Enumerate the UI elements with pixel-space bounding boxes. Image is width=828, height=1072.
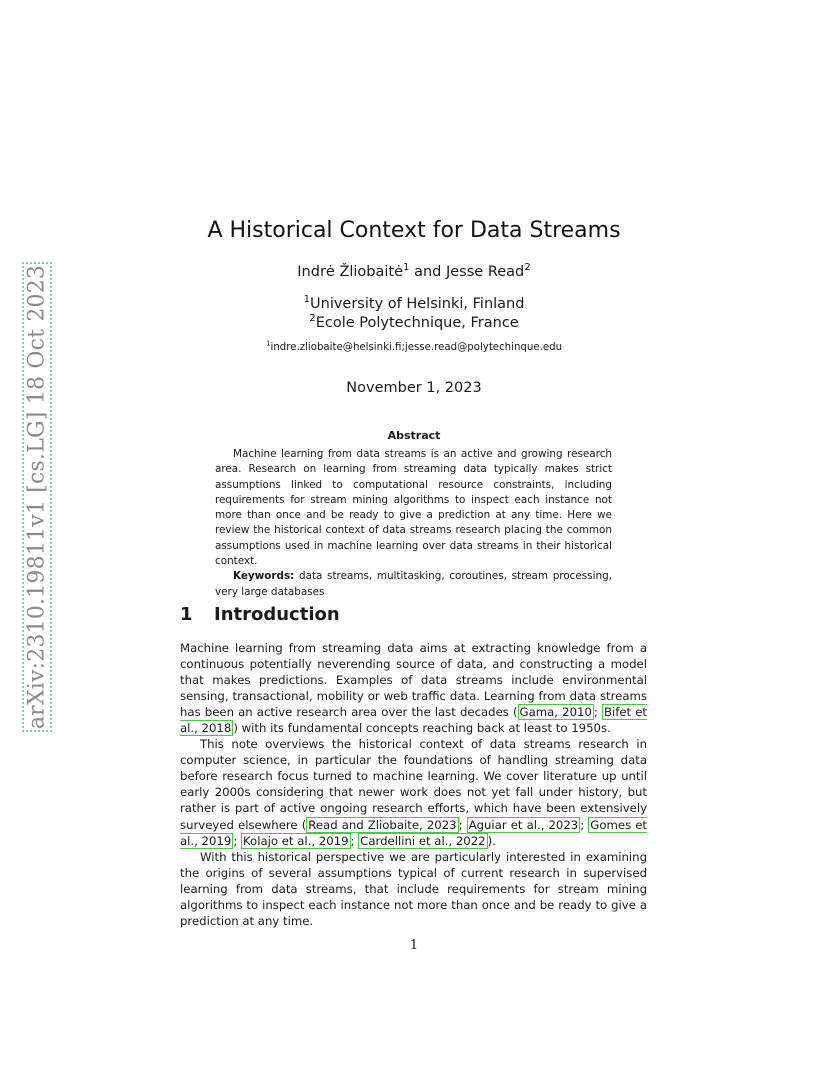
author-name: Indrė Žliobaitė — [297, 264, 404, 280]
affiliation-text: Ecole Polytechnique, France — [315, 315, 519, 331]
affiliation-line — [180, 295, 648, 314]
section-number: 1 — [180, 604, 193, 625]
citation-separator: ; — [350, 833, 359, 848]
abstract-text: Machine learning from data streams is an active and growing research area. Research on learning from streaming data typically makes strict assumptions linked to computational resource constraints, including requirements for stream mining algorithms to inspect each instance not more than once and be ready to give a prediction at any time. Here we review the historical context of data streams research placing the common assumptions used in machine learning over data streams in their historical context. — [215, 448, 612, 568]
abstract-heading: Abstract — [387, 429, 441, 442]
citation-link[interactable]: Gama, 2010 — [519, 705, 592, 720]
paragraph: With this historical perspective we are particularly interested in examining the origins of several assumptions typical of current research in supervised learning from data streams, that include requirements for stream mining algorithms to inspect each instance not more than once and be ready to give a prediction at any time. — [180, 849, 647, 928]
author-name: Jesse Read — [445, 264, 525, 280]
paragraph-text: ) with its fundamental concepts reaching back at least to 1950s. — [233, 721, 611, 736]
paper-title: A Historical Context for Data Streams — [207, 218, 621, 243]
citation-link[interactable]: Cardellini et al., 2022 — [360, 833, 486, 848]
citation-separator: ; — [580, 817, 589, 832]
paragraph-text: ). — [487, 833, 496, 848]
section-heading — [180, 603, 340, 627]
section-title: Introduction — [214, 604, 340, 625]
email-line — [180, 338, 648, 355]
abstract-body — [215, 447, 612, 600]
section-body — [180, 640, 647, 929]
page-number: 1 — [409, 938, 419, 953]
author-line — [180, 262, 648, 282]
citation-link[interactable]: Bifet et al., 2018 — [180, 705, 647, 736]
paragraph — [180, 640, 647, 736]
paper-date: November 1, 2023 — [346, 380, 482, 396]
paragraph-text: This note overviews the historical context of data streams research in computer science, in particular the foundations of handling streaming data before research focus turned to machine learning. We cover literature up until early 2000s considering that newer work does not yet fall under history, but rather is part of active ongoing research efforts, which have been extensively surveyed elsewhere ( — [180, 737, 647, 832]
email-address[interactable]: indre.zliobaite@helsinki.fi;jesse.read@polytechinque.edu — [270, 342, 563, 353]
affiliation-text: University of Helsinki, Finland — [310, 296, 525, 312]
citation-link[interactable]: Read and Zliobaite, 2023 — [308, 817, 457, 832]
affiliation-mark: 1 — [303, 294, 311, 306]
paragraph — [180, 736, 647, 848]
affiliation-mark: 2 — [524, 262, 531, 274]
citation-link[interactable]: Gomes et al., 2019 — [180, 817, 648, 848]
arxiv-identifier[interactable]: arXiv:2310.19811v1 [cs.LG] 18 Oct 2023 — [24, 264, 50, 730]
author-conjunction: and — [409, 264, 446, 280]
citation-separator: ; — [458, 817, 467, 832]
citation-separator: ; — [593, 705, 602, 720]
affiliation-mark: 1 — [403, 262, 410, 274]
keywords-label: Keywords: — [233, 570, 295, 583]
keywords-text: data streams, multitasking, coroutines, stream processing, very large databases — [215, 570, 612, 598]
affiliation-line — [180, 314, 648, 333]
citation-separator: ; — [233, 833, 241, 848]
affiliation-mark: 1 — [265, 338, 271, 348]
keywords — [215, 569, 612, 600]
citation-link[interactable]: Aguiar et al., 2023 — [468, 817, 579, 832]
citation-link[interactable]: Kolajo et al., 2019 — [242, 833, 349, 848]
paragraph-text: Machine learning from streaming data aims at extracting knowledge from a continuous potentially neverending source of data, and constructing a model that makes predictions. Examples of data streams include environmental sensing, transactional, mobility or web traffic data. Learning from data streams has been an active research area over the last decades ( — [180, 641, 647, 720]
affiliations — [180, 295, 648, 333]
affiliation-mark: 2 — [309, 313, 316, 325]
